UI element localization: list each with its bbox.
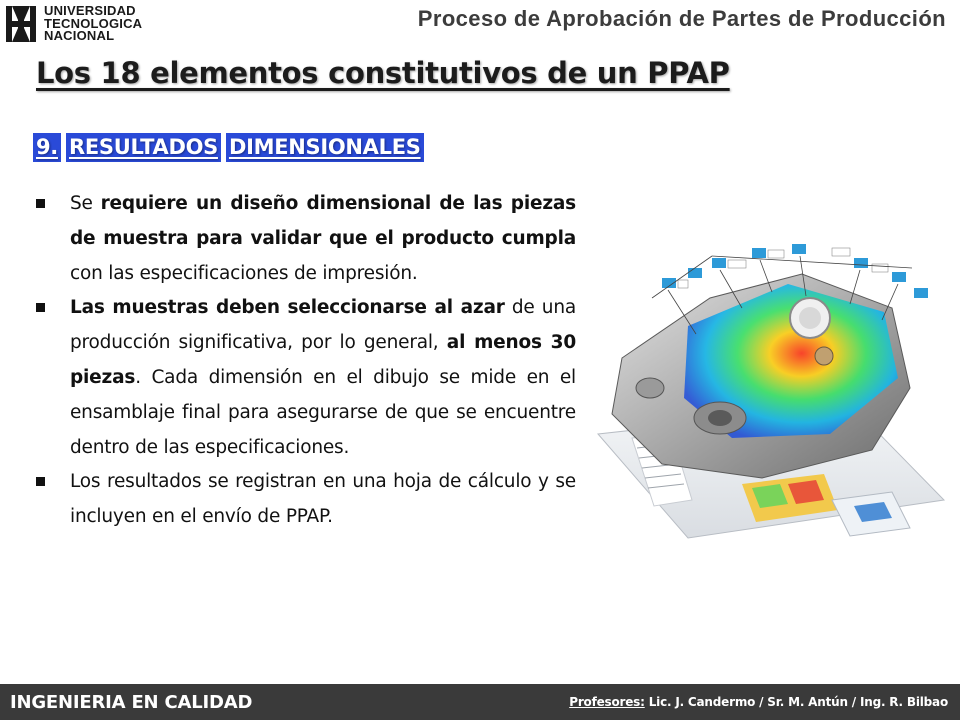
utn-emblem-icon	[4, 4, 38, 44]
professors-names: Lic. J. Candermo / Sr. M. Antún / Ing. R. Bilbao	[644, 695, 948, 709]
square-bullet-icon	[36, 199, 45, 208]
bullet-item: Las muestras deben seleccionarse al azar de una producción significativa, por lo general, al menos 30 piezas. Cada dimensión en el dibujo se mide en el ensamblaje final para asegurarse de que se encuentre dentro de las especificaciones.	[34, 291, 576, 465]
section-heading	[33, 133, 424, 162]
footer-course: INGENIERIA EN CALIDAD	[10, 691, 253, 713]
dimensional-inspection-image	[592, 238, 948, 586]
slide-title: Los 18 elementos constitutivos de un PPAP	[36, 56, 730, 90]
professors-label: Profesores:	[569, 695, 645, 709]
section-number: 9.	[33, 133, 61, 162]
university-logo	[4, 2, 142, 46]
square-bullet-icon	[36, 303, 45, 312]
bullet-list	[34, 187, 576, 535]
logo-text: UNIVERSIDAD TECNOLOGICA NACIONAL	[44, 3, 143, 44]
section-word-1: RESULTADOS	[66, 133, 221, 162]
footer-bar	[0, 684, 960, 720]
course-title: Proceso de Aprobación de Partes de Producción	[417, 6, 946, 31]
section-word-2: DIMENSIONALES	[226, 133, 424, 162]
square-bullet-icon	[36, 477, 45, 486]
footer-professors	[569, 695, 948, 709]
bullet-item: Se requiere un diseño dimensional de las piezas de muestra para validar que el producto cumpla con las especificaciones de impresión.	[34, 187, 576, 291]
bullet-item: Los resultados se registran en una hoja de cálculo y se incluyen en el envío de PPAP.	[34, 465, 576, 535]
